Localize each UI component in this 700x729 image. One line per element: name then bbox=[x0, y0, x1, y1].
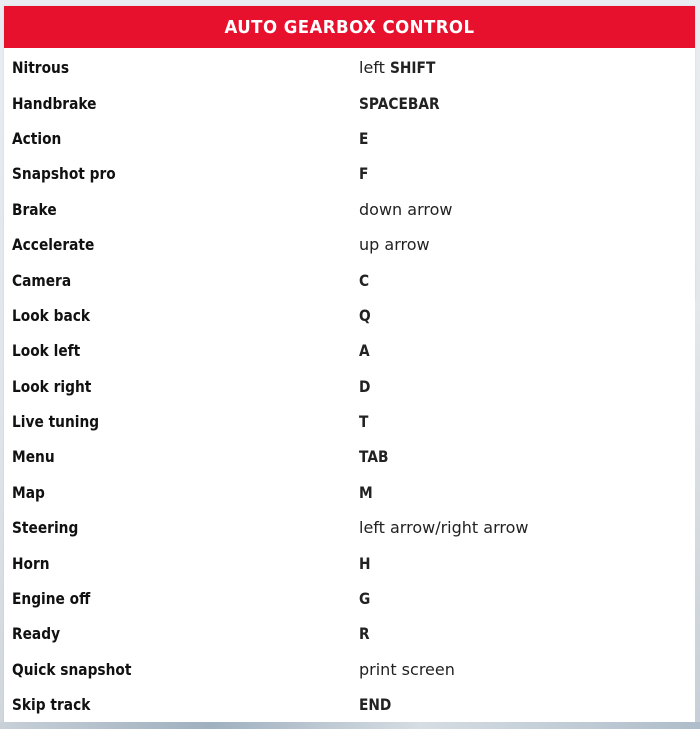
key-name: SHIFT bbox=[390, 58, 436, 78]
control-row bbox=[4, 652, 695, 687]
action-label: Quick snapshot bbox=[12, 659, 132, 679]
key-binding bbox=[359, 271, 371, 290]
key-text: down arrow bbox=[359, 199, 453, 219]
key-binding bbox=[359, 58, 443, 77]
key-name: D bbox=[359, 376, 371, 396]
control-row bbox=[4, 50, 695, 85]
background-edge bbox=[0, 722, 700, 729]
action-label: Look right bbox=[12, 376, 92, 396]
control-row bbox=[4, 616, 695, 651]
key-binding bbox=[359, 164, 370, 183]
control-row bbox=[4, 475, 695, 510]
key-binding bbox=[359, 412, 370, 431]
controls-panel bbox=[4, 6, 695, 724]
key-name: Q bbox=[359, 305, 371, 325]
key-binding bbox=[359, 695, 397, 714]
action-label: Live tuning bbox=[12, 412, 100, 432]
control-row bbox=[4, 156, 695, 191]
control-row bbox=[4, 298, 695, 333]
key-binding bbox=[359, 483, 375, 502]
control-row bbox=[4, 369, 695, 404]
control-row bbox=[4, 581, 695, 616]
action-label: Action bbox=[12, 128, 62, 148]
key-binding bbox=[359, 624, 371, 643]
action-label: Snapshot pro bbox=[12, 164, 116, 184]
action-label: Nitrous bbox=[12, 58, 70, 78]
header-bar bbox=[4, 6, 695, 48]
action-label: Brake bbox=[12, 199, 57, 219]
key-binding bbox=[359, 589, 372, 608]
action-label: Ready bbox=[12, 624, 61, 644]
key-name: H bbox=[359, 553, 371, 573]
control-row bbox=[4, 85, 695, 120]
key-binding bbox=[359, 94, 453, 113]
key-binding bbox=[359, 660, 455, 679]
key-binding bbox=[359, 554, 372, 573]
control-row bbox=[4, 192, 695, 227]
key-binding bbox=[359, 377, 372, 396]
panel-title: AUTO GEARBOX CONTROL bbox=[32, 6, 668, 48]
key-text: up arrow bbox=[359, 235, 430, 255]
key-binding bbox=[359, 518, 528, 537]
controls-list bbox=[4, 48, 695, 722]
control-row bbox=[4, 404, 695, 439]
action-label: Handbrake bbox=[12, 93, 97, 113]
key-name: SPACEBAR bbox=[359, 93, 440, 113]
key-binding bbox=[359, 200, 452, 219]
control-row bbox=[4, 687, 695, 722]
key-binding bbox=[359, 235, 430, 254]
key-binding bbox=[359, 129, 370, 148]
key-name: G bbox=[359, 589, 371, 609]
control-row bbox=[4, 262, 695, 297]
action-label: Engine off bbox=[12, 589, 91, 609]
key-name: C bbox=[359, 270, 370, 290]
key-name: A bbox=[359, 341, 370, 361]
action-label: Accelerate bbox=[12, 235, 95, 255]
key-name: T bbox=[359, 412, 369, 432]
key-name: TAB bbox=[359, 447, 389, 467]
action-label: Horn bbox=[12, 553, 50, 573]
action-label: Camera bbox=[12, 270, 72, 290]
action-label: Look left bbox=[12, 341, 81, 361]
action-label: Steering bbox=[12, 518, 79, 538]
key-binding bbox=[359, 306, 373, 325]
key-name: E bbox=[359, 128, 369, 148]
background-edge bbox=[695, 300, 700, 729]
key-name: M bbox=[359, 482, 373, 502]
key-binding bbox=[359, 447, 393, 466]
control-row bbox=[4, 121, 695, 156]
key-text: left bbox=[359, 58, 390, 78]
key-name: R bbox=[359, 624, 370, 644]
key-text: left arrow/right arrow bbox=[359, 518, 529, 538]
control-row bbox=[4, 510, 695, 545]
action-label: Menu bbox=[12, 447, 55, 467]
key-name: F bbox=[359, 164, 369, 184]
control-row bbox=[4, 439, 695, 474]
key-binding bbox=[359, 341, 371, 360]
action-label: Look back bbox=[12, 305, 91, 325]
control-row bbox=[4, 545, 695, 580]
key-name: END bbox=[359, 695, 392, 715]
action-label: Map bbox=[12, 482, 45, 502]
control-row bbox=[4, 333, 695, 368]
control-row bbox=[4, 227, 695, 262]
action-label: Skip track bbox=[12, 695, 91, 715]
key-text: print screen bbox=[359, 659, 455, 679]
